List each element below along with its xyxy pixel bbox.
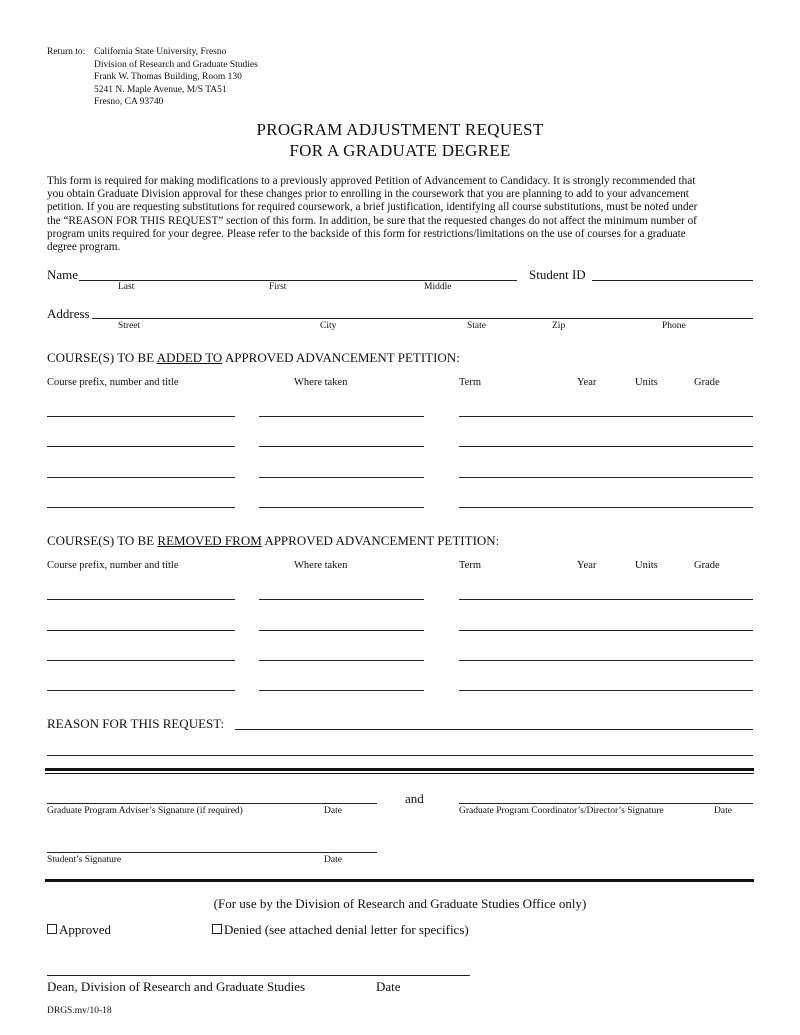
removed-where-field[interactable]	[259, 690, 424, 691]
form-title-line2: FOR A GRADUATE DEGREE	[289, 141, 511, 160]
col-term: Term	[459, 377, 482, 388]
dean-signature-field[interactable]	[47, 975, 470, 976]
added-term-field[interactable]	[459, 446, 753, 447]
removed-term-field[interactable]	[459, 599, 753, 600]
added-heading-prefix: COURSE(S) TO BE	[47, 350, 157, 365]
coordinator-signature-field[interactable]	[459, 803, 753, 804]
address-label: Address	[47, 306, 90, 321]
col-where: Where taken	[294, 377, 348, 388]
intro-line: degree program.	[47, 241, 121, 254]
approved-label: Approved	[59, 922, 111, 937]
col-term: Term	[459, 560, 482, 571]
added-course-field[interactable]	[47, 507, 235, 508]
state-caption: State	[467, 321, 486, 331]
middle-name-caption: Middle	[424, 282, 452, 292]
intro-line: petition. If you are requesting substitutions for required coursework, a brief justification, identifying all course substitutions, must be noted under	[47, 201, 698, 214]
intro-line: the “REASON FOR THIS REQUEST” section of this form. In addition, be sure that the requested changes do not affect the minimum number of	[47, 214, 697, 227]
return-address-line: Division of Research and Graduate Studies	[94, 59, 258, 70]
approved-checkbox[interactable]	[47, 924, 57, 934]
return-address-line: Fresno, CA 93740	[94, 97, 164, 108]
reason-label: REASON FOR THIS REQUEST:	[47, 716, 225, 731]
student-signature-caption: Student’s Signature	[47, 855, 122, 865]
denied-label: Denied (see attached denial letter for specifics)	[224, 922, 469, 937]
intro-paragraph	[47, 175, 757, 254]
added-course-field[interactable]	[47, 477, 235, 478]
removed-where-field[interactable]	[259, 630, 424, 631]
removed-term-field[interactable]	[459, 630, 753, 631]
form-code: DRGS.mv/10-18	[47, 1006, 112, 1016]
first-name-caption: First	[269, 282, 287, 292]
added-where-field[interactable]	[259, 446, 424, 447]
added-course-field[interactable]	[47, 446, 235, 447]
added-term-field[interactable]	[459, 477, 753, 478]
return-address-line: Frank W. Thomas Building, Room 130	[94, 72, 242, 83]
office-use-note: (For use by the Division of Research and Graduate Studies Office only)	[213, 896, 587, 911]
coordinator-date-caption: Date	[714, 806, 732, 816]
col-units: Units	[635, 377, 658, 388]
intro-line: This form is required for making modifications to a previously approved Petition of Advancement to Candidacy. It is strongly recommended that	[47, 175, 696, 187]
section-divider	[45, 768, 754, 771]
office-divider	[45, 879, 754, 882]
student-id-label: Student ID	[529, 267, 586, 282]
form-title-line1: PROGRAM ADJUSTMENT REQUEST	[256, 120, 544, 139]
student-id-field[interactable]	[592, 280, 753, 281]
reason-field-continued[interactable]	[47, 755, 753, 756]
name-field[interactable]	[79, 280, 517, 281]
col-year: Year	[577, 377, 597, 388]
coordinator-signature-caption: Graduate Program Coordinator’s/Director’s Signature	[459, 806, 664, 816]
removed-term-field[interactable]	[459, 660, 753, 661]
street-caption: Street	[118, 321, 141, 331]
dean-date-caption: Date	[376, 979, 401, 994]
removed-course-field[interactable]	[47, 660, 235, 661]
removed-section-heading	[47, 533, 499, 549]
city-caption: City	[320, 321, 337, 331]
removed-course-field[interactable]	[47, 690, 235, 691]
student-signature-field[interactable]	[47, 852, 377, 853]
col-grade: Grade	[694, 560, 720, 571]
removed-heading-prefix: COURSE(S) TO BE	[47, 533, 158, 548]
student-date-caption: Date	[324, 855, 342, 865]
and-text: and	[405, 791, 424, 806]
name-label: Name	[47, 267, 79, 282]
intro-line: program units required for your degree. Please refer to the backside of this form for restrictions/limitations on the use of courses for a graduate	[47, 227, 686, 240]
removed-course-field[interactable]	[47, 599, 235, 600]
adviser-signature-field[interactable]	[47, 803, 377, 804]
added-where-field[interactable]	[259, 507, 424, 508]
phone-caption: Phone	[662, 321, 686, 331]
added-course-field[interactable]	[47, 416, 235, 417]
removed-heading-emphasis: REMOVED FROM	[157, 533, 262, 548]
col-year: Year	[577, 560, 597, 571]
added-term-field[interactable]	[459, 507, 753, 508]
approved-option[interactable]	[47, 922, 111, 938]
removed-term-field[interactable]	[459, 690, 753, 691]
added-heading-suffix: APPROVED ADVANCEMENT PETITION:	[222, 350, 460, 365]
col-where: Where taken	[294, 560, 348, 571]
removed-where-field[interactable]	[259, 660, 424, 661]
denied-option[interactable]	[212, 922, 469, 938]
removed-where-field[interactable]	[259, 599, 424, 600]
zip-caption: Zip	[552, 321, 566, 331]
removed-heading-suffix: APPROVED ADVANCEMENT PETITION:	[261, 533, 500, 548]
return-to-label: Return to:	[47, 47, 86, 57]
added-term-field[interactable]	[459, 416, 753, 417]
address-field[interactable]	[92, 318, 753, 319]
added-where-field[interactable]	[259, 416, 424, 417]
last-name-caption: Last	[118, 282, 135, 292]
intro-line: you obtain Graduate Division approval for these changes prior to enrolling in the coursework that you are planning to add to your advancement	[47, 188, 689, 201]
col-units: Units	[635, 560, 658, 571]
col-course: Course prefix, number and title	[47, 377, 179, 388]
return-address	[94, 46, 258, 109]
section-divider-thin	[45, 773, 754, 774]
added-heading-emphasis: ADDED TO	[156, 350, 223, 365]
added-section-heading	[47, 350, 460, 366]
reason-field[interactable]	[235, 729, 753, 730]
adviser-date-caption: Date	[324, 806, 342, 816]
denied-checkbox[interactable]	[212, 924, 222, 934]
adviser-signature-caption: Graduate Program Adviser’s Signature (if required)	[47, 806, 243, 816]
dean-caption: Dean, Division of Research and Graduate Studies	[47, 979, 306, 994]
removed-course-field[interactable]	[47, 630, 235, 631]
col-grade: Grade	[694, 377, 720, 388]
col-course: Course prefix, number and title	[47, 560, 179, 571]
added-where-field[interactable]	[259, 477, 424, 478]
return-address-line: California State University, Fresno	[94, 47, 227, 57]
return-address-line: 5241 N. Maple Avenue, M/S TA51	[94, 84, 227, 95]
